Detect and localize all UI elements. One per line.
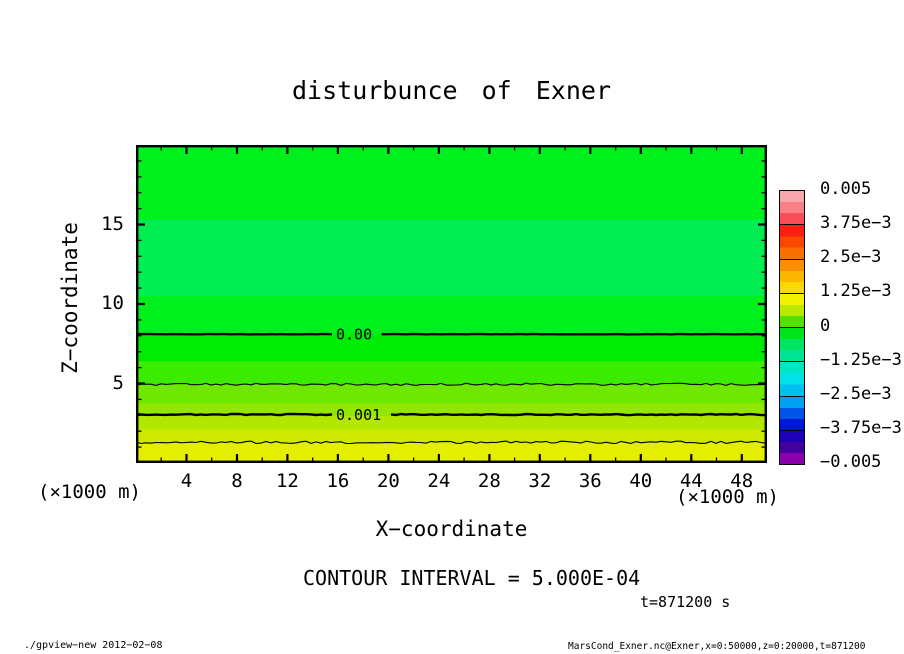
x-axis-unit-label: (×1000 m)	[676, 486, 779, 508]
y-axis-unit-label: (×1000 m)	[38, 481, 141, 503]
colorbar-box	[780, 328, 804, 362]
x-tick-label: 28	[477, 470, 501, 492]
colorbar-box	[780, 191, 804, 225]
colorbar-tick-label: 2.5e−3	[820, 247, 882, 268]
page-title: disturbunce of Exner	[291, 76, 612, 105]
x-tick-label: 40	[629, 470, 653, 492]
contour-label: 0.001	[336, 406, 382, 424]
fill-band	[136, 220, 767, 297]
colorbar-box	[780, 397, 804, 431]
colorbar-box	[780, 260, 804, 294]
fill-band	[136, 334, 767, 362]
colorbar-tick-label: 0	[820, 315, 831, 336]
colorbar-box	[780, 225, 804, 259]
x-tick-label: 24	[427, 470, 451, 492]
x-tick-label: 4	[180, 470, 193, 492]
fill-band	[136, 384, 767, 404]
colorbar-box	[780, 362, 804, 396]
contour-line	[391, 414, 767, 415]
x-tick-label: 20	[376, 470, 400, 492]
footer-source-text: MarsCond_Exner.nc@Exner,x=0:50000,z=0:20000,t=871200	[568, 641, 866, 652]
colorbar	[779, 190, 805, 465]
colorbar-tick-label: −1.25e−3	[820, 349, 902, 370]
contour-line	[136, 414, 332, 415]
fill-band	[136, 443, 767, 463]
colorbar-tick-label: 0.005	[820, 179, 872, 199]
colorbar-box	[780, 294, 804, 328]
plot-area	[136, 145, 767, 463]
contour-label: 0.00	[336, 325, 373, 344]
x-tick-label: 32	[528, 470, 552, 492]
x-tick-label: 12	[275, 470, 299, 492]
x-tick-label: 36	[578, 470, 602, 492]
x-tick-label: 16	[326, 470, 350, 492]
colorbar-tick-label: −0.005	[820, 452, 882, 472]
fill-band	[136, 145, 767, 220]
colorbar-tick-label: −3.75e−3	[820, 417, 902, 438]
fill-band	[136, 416, 767, 430]
contour-interval-label: CONTOUR INTERVAL = 5.000E-04	[303, 566, 641, 590]
colorbar-tick-label: −2.5e−3	[820, 383, 892, 404]
colorbar-box	[780, 431, 804, 464]
x-axis-label: X−coordinate	[375, 517, 528, 541]
time-label: t=871200 s	[640, 593, 731, 611]
x-tick-label: 48	[730, 470, 754, 492]
footer-command-text: ./gpview−new 2012−02−08	[24, 640, 163, 651]
y-tick-label: 15	[101, 212, 124, 235]
colorbar-tick-label: 1.25e−3	[820, 281, 892, 302]
x-tick-label: 8	[231, 470, 243, 492]
fill-band	[136, 296, 767, 335]
y-tick-label: 5	[112, 371, 124, 394]
colorbar-tick-label: 3.75e−3	[820, 213, 892, 234]
y-tick-label: 10	[101, 292, 124, 314]
x-tick-label: 44	[679, 470, 703, 492]
fill-band	[136, 361, 767, 385]
y-axis-label: Z−coordinate	[58, 222, 82, 374]
